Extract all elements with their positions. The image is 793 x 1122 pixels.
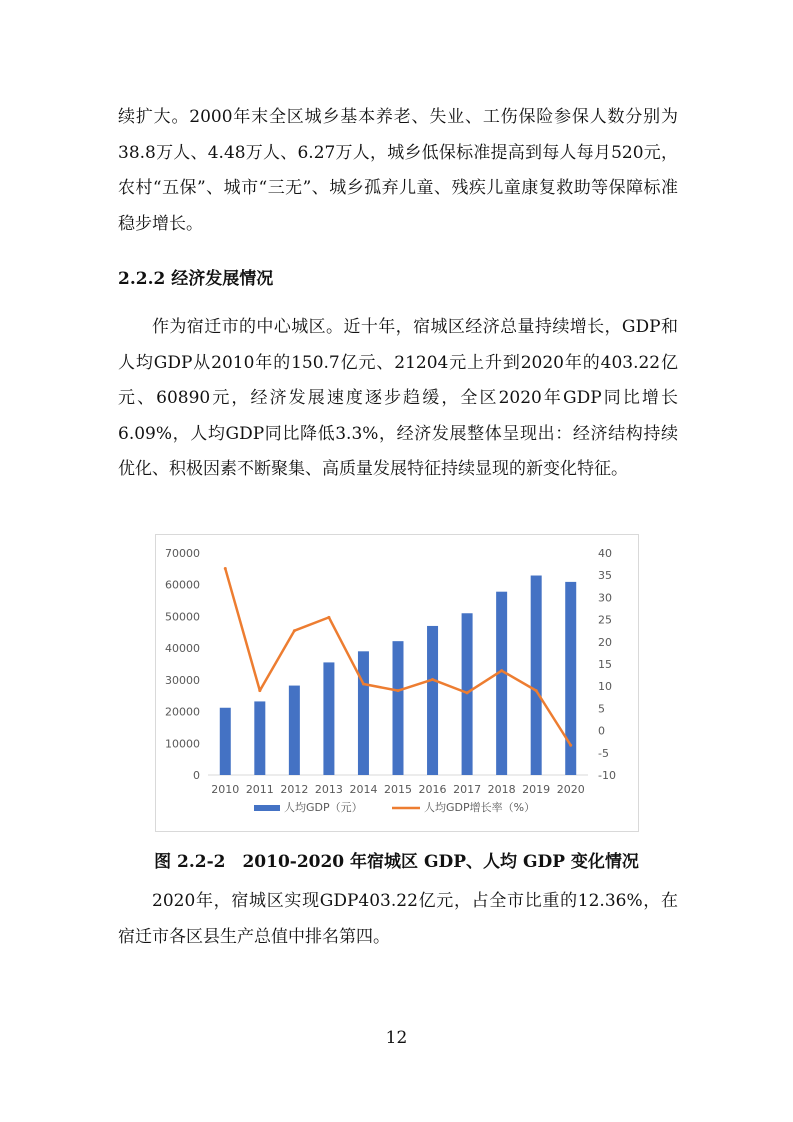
x-tick-label: 2012 xyxy=(280,783,309,796)
y-left-tick-label: 40000 xyxy=(165,642,200,656)
point-growth-rate xyxy=(362,682,365,685)
page-number: 12 xyxy=(385,1028,408,1048)
y-right-tick-label: 20 xyxy=(598,635,612,649)
figure-caption: 图 2.2-2 2010-2020 年宿城区 GDP、人均 GDP 变化情况 xyxy=(154,852,639,872)
y-right-tick-label: 15 xyxy=(598,658,612,671)
point-growth-rate xyxy=(535,689,538,692)
y-right-tick-label: 0 xyxy=(598,724,605,738)
y-left-tick-label: 50000 xyxy=(165,610,200,624)
chart-frame xyxy=(155,534,639,832)
paragraph-gdp-rank: 2020年，宿城区实现GDP403.22亿元，占全市比重的12.36%，在宿迁市各区县生产总值中排名第四。 xyxy=(118,891,678,947)
y-left-tick-label: 20000 xyxy=(165,705,200,719)
x-tick-label: 2017 xyxy=(453,783,482,796)
y-right-tick-label: 25 xyxy=(598,613,612,627)
legend-label-bar: 人均GDP（元） xyxy=(284,801,363,814)
x-tick-label: 2018 xyxy=(487,783,516,796)
point-growth-rate xyxy=(293,629,296,632)
point-growth-rate xyxy=(466,691,469,694)
bar-gdp-per-capita xyxy=(531,576,542,775)
bar-gdp-per-capita xyxy=(393,641,404,775)
x-tick-label: 2019 xyxy=(522,783,551,796)
y-left-tick-label: 30000 xyxy=(165,673,200,687)
y-left-tick-label: 0 xyxy=(193,769,200,782)
x-tick-label: 2020 xyxy=(556,783,585,796)
section-heading: 2.2.2 经济发展情况 xyxy=(118,269,274,289)
gdp-combo-chart xyxy=(156,535,638,831)
y-right-tick-label: 35 xyxy=(598,569,612,583)
point-growth-rate xyxy=(569,744,572,747)
y-right-tick-label: 30 xyxy=(598,591,612,605)
bar-gdp-per-capita xyxy=(358,651,369,775)
bar-gdp-per-capita xyxy=(323,662,334,775)
y-right-tick-label: 10 xyxy=(598,680,612,694)
paragraph-economy: 作为宿迁市的中心城区。近十年，宿城区经济总量持续增长，GDP和人均GDP从2010年的150.7亿元、21204元上升到2020年的403.22亿元、60890元，经济发展速度逐步趋缓，全区2020年GDP同比增长6.09%，人均GDP同比降低3.3%，经济发展整体呈现出：经济结构持续优化、积极因素不断聚集、高质量发展特征持续显现的新变化特征。 xyxy=(118,317,678,479)
bar-gdp-per-capita xyxy=(289,686,300,775)
bar-gdp-per-capita xyxy=(220,708,231,775)
y-left-tick-label: 10000 xyxy=(165,737,200,751)
bar-gdp-per-capita xyxy=(427,626,438,775)
point-growth-rate xyxy=(500,669,503,672)
point-growth-rate xyxy=(224,567,227,570)
point-growth-rate xyxy=(258,689,261,692)
bar-gdp-per-capita xyxy=(496,592,507,775)
y-left-tick-label: 60000 xyxy=(165,578,200,592)
paragraph-social-security: 续扩大。2000年末全区城乡基本养老、失业、工伤保险参保人数分别为38.8万人、4.48万人、6.27万人，城乡低保标准提高到每人每月520元，农村“五保”、城市“三无”、城乡孤弃儿童、残疾儿童康复救助等保障标准稳步增长。 xyxy=(118,107,678,234)
x-tick-label: 2010 xyxy=(211,783,240,796)
point-growth-rate xyxy=(397,689,400,692)
legend-label-line: 人均GDP增长率（%） xyxy=(424,801,536,814)
legend-swatch-bar xyxy=(254,805,280,811)
y-right-tick-label: -5 xyxy=(598,746,609,760)
y-right-tick-label: 40 xyxy=(598,547,612,560)
point-growth-rate xyxy=(327,616,330,619)
x-tick-label: 2011 xyxy=(245,783,274,796)
x-tick-label: 2016 xyxy=(418,783,447,796)
bar-gdp-per-capita xyxy=(254,701,265,775)
x-tick-label: 2015 xyxy=(384,783,412,796)
y-left-tick-label: 70000 xyxy=(165,547,200,560)
point-growth-rate xyxy=(431,678,434,681)
x-tick-label: 2014 xyxy=(349,783,378,796)
x-tick-label: 2013 xyxy=(314,783,343,796)
y-right-tick-label: 5 xyxy=(598,702,605,716)
y-right-tick-label: -10 xyxy=(598,769,616,782)
